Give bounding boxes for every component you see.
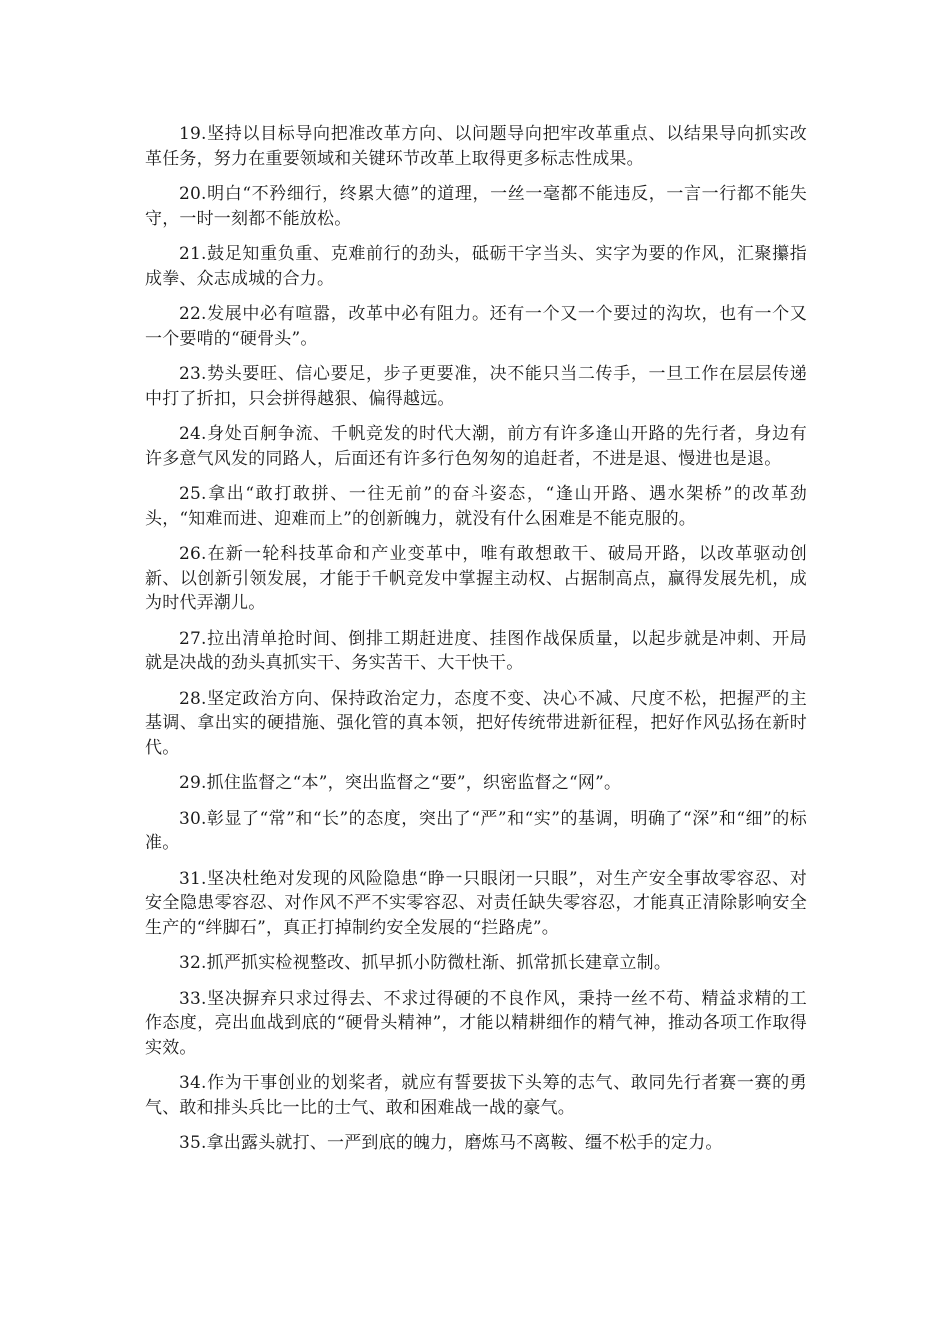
paragraph-22: 22.发展中必有喧嚣，改革中必有阻力。还有一个又一个要过的沟坎，也有一个又一个要啃的“硬骨头”。 xyxy=(145,304,807,349)
paragraph-25: 25.拿出“敢打敢拼、一往无前”的奋斗姿态，“逢山开路、遇水架桥”的改革劲头，“知难而进、迎难而上”的创新魄力，就没有什么困难是不能克服的。 xyxy=(145,484,807,529)
paragraph-34: 34.作为干事创业的划桨者，就应有誓要拔下头筹的志气、敢同先行者赛一赛的勇气、敢和排头兵比一比的士气、敢和困难战一战的豪气。 xyxy=(145,1073,807,1118)
paragraph-33: 33.坚决摒弃只求过得去、不求过得硬的不良作风，秉持一丝不苟、精益求精的工作态度，亮出血战到底的“硬骨头精神”，才能以精耕细作的精气神，推动各项工作取得实效。 xyxy=(145,988,807,1058)
paragraph-35: 35.拿出露头就打、一严到底的魄力，磨炼马不离鞍、缰不松手的定力。 xyxy=(179,1133,723,1153)
paragraph-32: 32.抓严抓实检视整改、抓早抓小防微杜渐、抓常抓长建章立制。 xyxy=(179,953,672,973)
paragraph-26: 26.在新一轮科技革命和产业变革中，唯有敢想敢干、破局开路，以改革驱动创新、以创新引领发展，才能于千帆竞发中掌握主动权、占据制高点，赢得发展先机，成为时代弄潮儿。 xyxy=(145,544,807,613)
paragraph-29: 29.抓住监督之“本”，突出监督之“要”，织密监督之“网”。 xyxy=(179,773,622,793)
paragraph-21: 21.鼓足知重负重、克难前行的劲头，砥砺干字当头、实字为要的作风，汇聚攥指成拳、众志成城的合力。 xyxy=(145,244,807,289)
paragraph-24: 24.身处百舸争流、千帆竞发的时代大潮，前方有许多逢山开路的先行者，身边有许多意气风发的同路人，后面还有许多行色匆匆的追赶者，不进是退、慢进也是退。 xyxy=(145,424,807,469)
paragraph-31: 31.坚决杜绝对发现的风险隐患“睁一只眼闭一只眼”，对生产安全事故零容忍、对安全隐患零容忍、对作风不严不实零容忍、对责任缺失零容忍，才能真正清除影响安全生产的“绊脚石”，真正打掉制约安全发展的“拦路虎”。 xyxy=(145,868,807,938)
document-body xyxy=(145,122,807,1167)
paragraph-19: 19.坚持以目标导向把准改革方向、以问题导向把牢改革重点、以结果导向抓实改革任务，努力在重要领域和关键环节改革上取得更多标志性成果。 xyxy=(145,124,807,169)
paragraph-20: 20.明白“不矜细行，终累大德”的道理，一丝一毫都不能违反，一言一行都不能失守，一时一刻都不能放松。 xyxy=(145,184,807,229)
paragraph-28: 28.坚定政治方向、保持政治定力，态度不变、决心不减、尺度不松，把握严的主基调、拿出实的硬措施、强化管的真本领，把好传统带进新征程，把好作风弘扬在新时代。 xyxy=(145,688,807,758)
paragraph-23: 23.势头要旺、信心要足，步子更要准，决不能只当二传手，一旦工作在层层传递中打了折扣，只会拼得越狠、偏得越远。 xyxy=(145,364,807,409)
paragraph-30: 30.彰显了“常”和“长”的态度，突出了“严”和“实”的基调，明确了“深”和“细”的标准。 xyxy=(145,808,807,853)
paragraph-27: 27.拉出清单抢时间、倒排工期赶进度、挂图作战保质量，以起步就是冲刺、开局就是决战的劲头真抓实干、务实苦干、大干快干。 xyxy=(145,628,807,673)
